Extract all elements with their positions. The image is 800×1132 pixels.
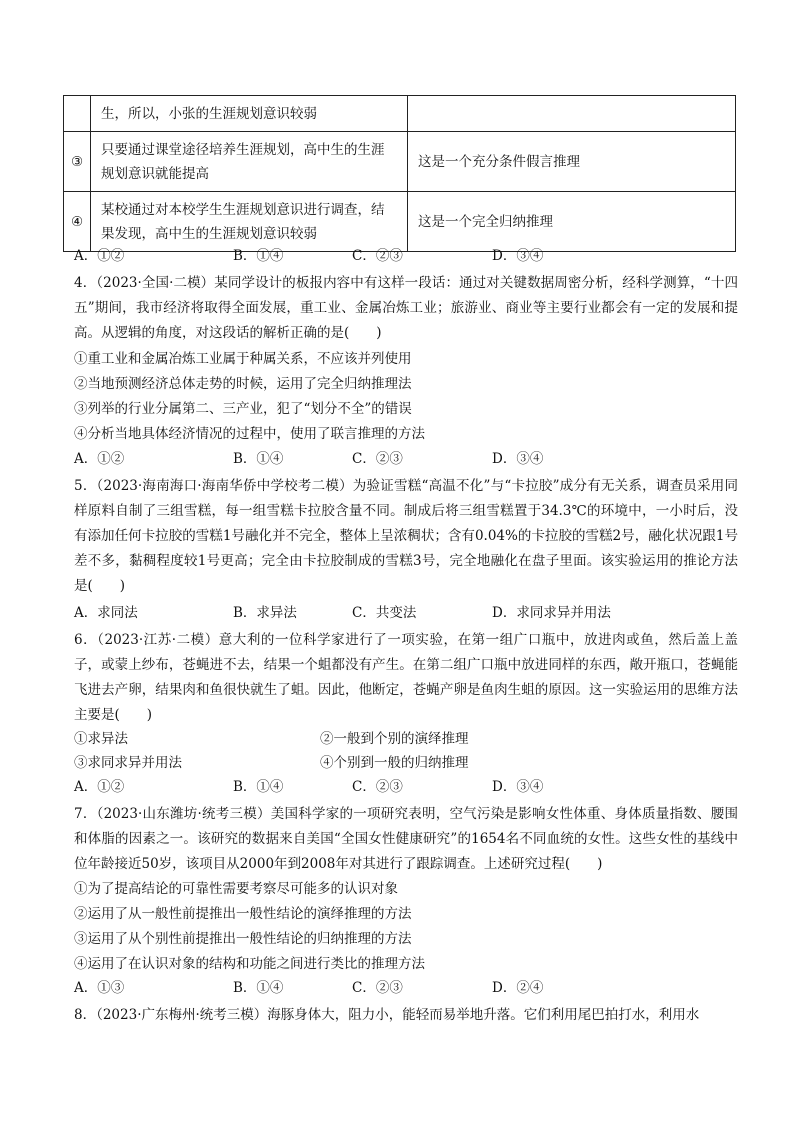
option-b[interactable]: B．①④: [233, 451, 284, 467]
q5-stem: 5．（2023·海南海口·海南华侨中学校考二模）为验证雪糕“高温不化”与“卡拉胶”成分有无关系，调查员采用同样原料自制了三组雪糕，每一组雪糕卡拉胶含量不同。制成后将三组雪糕置于34.3℃的环境中，一小时后，没有添加任何卡拉胶的雪糕1号融化并不完全，整体上呈浓稠状；含有0.04%的卡拉胶的雪糕2号，融化状况跟1号差不多，黏稠程度较1号更高；完全由卡拉胶制成的雪糕3号，完全地融化在盘子里面。该实验运用的推论方法是( ): [74, 478, 738, 594]
row-claim: 生，所以，小张的生涯规划意识较弱: [91, 96, 408, 132]
table-row: [64, 192, 736, 252]
option-b[interactable]: B．求异法: [233, 605, 297, 621]
q3-options: [74, 245, 754, 267]
option-c[interactable]: C．②③: [352, 779, 403, 795]
q5-options: [74, 602, 754, 624]
option-c[interactable]: C．②③: [352, 451, 403, 467]
q6-item-1: ①求异法: [74, 731, 128, 747]
option-a[interactable]: A．①②: [74, 779, 125, 795]
q7-item-4: ④运用了在认识对象的结构和功能之间进行类比的推理方法: [74, 956, 425, 972]
q6-item-4: ④个别到一般的归纳推理: [320, 755, 469, 771]
q6-item-3: ③求同求异并用法: [74, 755, 182, 771]
option-d[interactable]: D．②④: [492, 980, 544, 996]
option-b[interactable]: B．①④: [233, 779, 284, 795]
option-a[interactable]: A．①②: [74, 451, 125, 467]
option-b[interactable]: B．①④: [233, 980, 284, 996]
row-analysis: [408, 96, 736, 132]
q7-item-3: ③运用了从个别性前提推出一般性结论的归纳推理的方法: [74, 931, 412, 947]
q4-item-2: ②当地预测经济总体走势的时候，运用了完全归纳推理法: [74, 376, 412, 392]
row-analysis: 这是一个充分条件假言推理: [408, 132, 736, 192]
q4-item-4: ④分析当地具体经济情况的过程中，使用了联言推理的方法: [74, 426, 425, 442]
option-a[interactable]: A．①③: [74, 980, 125, 996]
q6-item-2: ②一般到个别的演绎推理: [320, 731, 469, 747]
option-c[interactable]: C．②③: [352, 248, 403, 264]
q7-item-2: ②运用了从一般性前提推出一般性结论的演绎推理的方法: [74, 906, 412, 922]
row-number: [64, 96, 91, 132]
option-d[interactable]: D．③④: [492, 779, 544, 795]
q6-options: [74, 776, 754, 798]
table-row: [64, 96, 736, 132]
q7-stem: 7．（2023·山东潍坊·统考三模）美国科学家的一项研究表明，空气污染是影响女性体重、身体质量指数、腰围和体脂的因素之一。该研究的数据来自美国“全国女性健康研究”的1654名不同血统的女性。这些女性的基线中位年龄接近50岁，该项目从2000年到2008年对其进行了跟踪调查。上述研究过程( ): [74, 806, 738, 872]
table-row: [64, 132, 736, 192]
q8-stem: 8．（2023·广东梅州·统考三模）海豚身体大，阻力小，能轻而易举地升落。它们利用尾巴拍打水，利用水: [74, 1007, 700, 1023]
q7-options: [74, 977, 754, 999]
option-d[interactable]: D．求同求异并用法: [492, 605, 611, 621]
row-number: ④: [64, 192, 91, 252]
q4-stem: 4．（2023·全国·二模）某同学设计的板报内容中有这样一段话：通过对关键数据周密分析，经科学测算，“十四五”期间，我市经济将取得全面发展，重工业、金属冶炼工业；旅游业、商业等主要行业都会有一定的发展和提高。从逻辑的角度，对这段话的解析正确的是( ): [74, 275, 738, 341]
option-d[interactable]: D．③④: [492, 451, 544, 467]
q4-options: [74, 448, 754, 470]
option-c[interactable]: C．共变法: [352, 605, 417, 621]
row-analysis: 这是一个完全归纳推理: [408, 192, 736, 252]
option-a[interactable]: A．求同法: [74, 605, 138, 621]
option-a[interactable]: A．①②: [74, 248, 125, 264]
reasoning-table: [63, 95, 736, 252]
q6-stem: 6．（2023·江苏·二模）意大利的一位科学家进行了一项实验，在第一组广口瓶中，放进肉或鱼，然后盖上盖子，或蒙上纱布，苍蝇进不去，结果一个蛆都没有产生。在第二组广口瓶中放进同样的东西，敞开瓶口，苍蝇能飞进去产卵，结果肉和鱼很快就生了蛆。因此，他断定，苍蝇产卵是鱼肉生蛆的原因。这一实验运用的思维方法主要是( ): [74, 632, 738, 723]
q7-item-1: ①为了提高结论的可靠性需要考察尽可能多的认识对象: [74, 881, 398, 897]
q4-item-3: ③列举的行业分属第二、三产业，犯了“划分不全”的错误: [74, 401, 412, 417]
row-claim: 只要通过课堂途径培养生涯规划，高中生的生涯规划意识就能提高: [91, 132, 408, 192]
option-c[interactable]: C．②③: [352, 980, 403, 996]
row-claim: 某校通过对本校学生生涯规划意识进行调查，结果发现，高中生的生涯规划意识较弱: [91, 192, 408, 252]
row-number: ③: [64, 132, 91, 192]
q4-item-1: ①重工业和金属冶炼工业属于种属关系，不应该并列使用: [74, 351, 412, 367]
option-d[interactable]: D．③④: [492, 248, 544, 264]
option-b[interactable]: B．①④: [233, 248, 284, 264]
